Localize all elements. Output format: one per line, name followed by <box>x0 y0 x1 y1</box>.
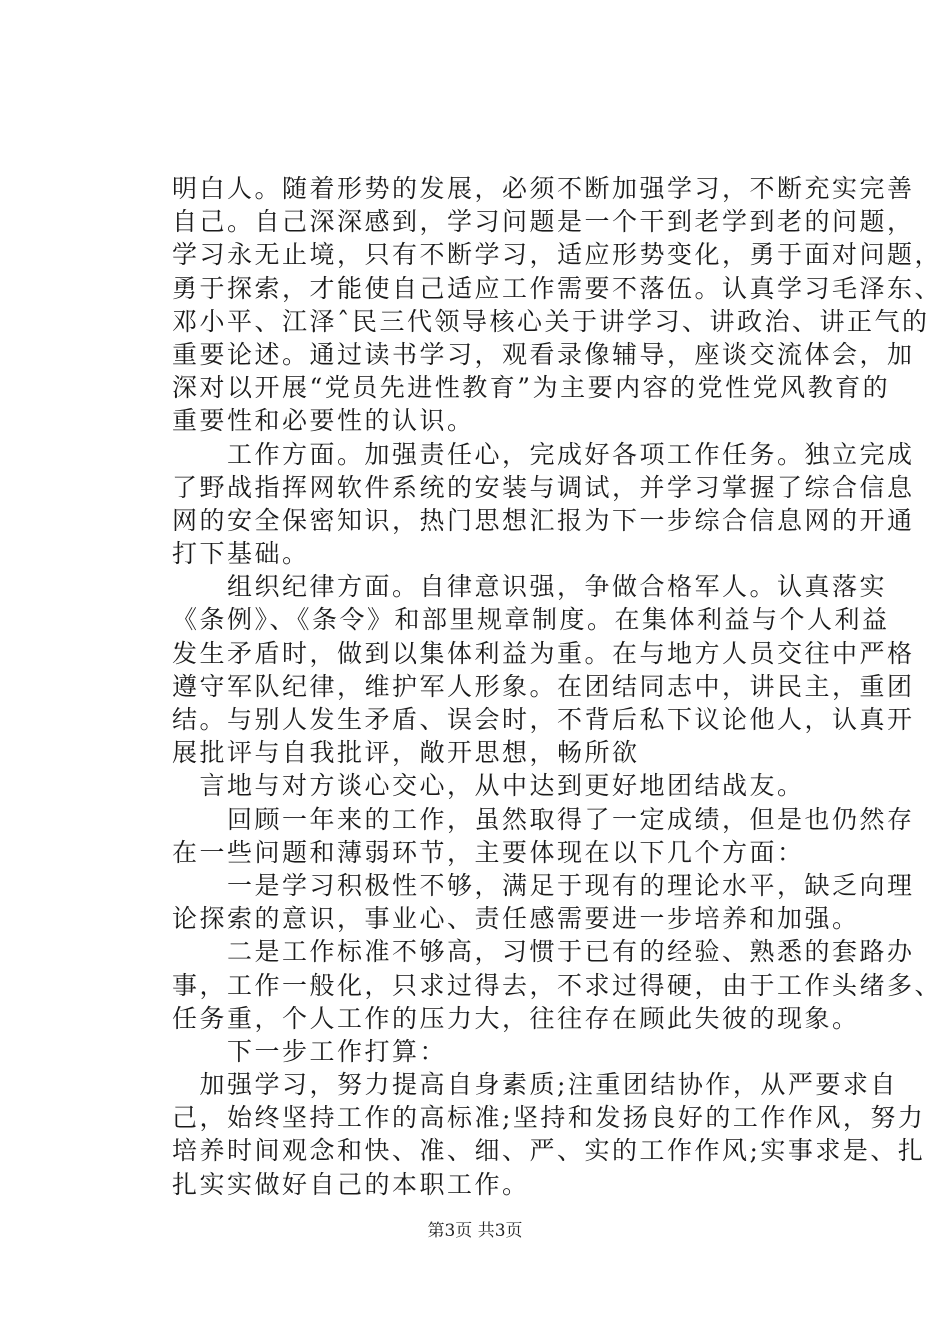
text-line: 遵守军队纪律，维护军人形象。在团结同志中，讲民主，重团 <box>172 671 915 701</box>
text-line: 深对以开展“党员先进性教育”为主要内容的党性党风教育的 <box>172 373 891 403</box>
text-line: 邓小平、江泽ˆ民三代领导核心关于讲学习、讲政治、讲正气的 <box>172 306 930 336</box>
text-line: 工作方面。加强责任心，完成好各项工作任务。独立完成 <box>172 439 915 469</box>
text-line: 培养时间观念和快、准、细、严、实的工作作风;实事求是、扎 <box>172 1136 926 1166</box>
text-line: 任务重，个人工作的压力大，往往存在顾此失彼的现象。 <box>172 1003 860 1033</box>
text-line: 勇于探索，才能使自己适应工作需要不落伍。认真学习毛泽东、 <box>172 273 943 303</box>
text-line: 网的安全保密知识，热门思想汇报为下一步综合信息网的开通 <box>172 505 915 535</box>
text-line: 打下基础。 <box>172 539 310 569</box>
text-line: 重要论述。通过读书学习，观看录像辅导，座谈交流体会，加 <box>172 339 915 369</box>
text-line: 在一些问题和薄弱环节，主要体现在以下几个方面： <box>172 837 805 867</box>
page-footer: 第3页 共3页 <box>427 1221 523 1241</box>
text-line: 己，始终坚持工作的高标准;坚持和发扬良好的工作作风，努力 <box>172 1103 926 1133</box>
text-line: 《条例》、《条令》和部里规章制度。在集体利益与个人利益 <box>172 605 890 635</box>
text-line: 回顾一年来的工作，虽然取得了一定成绩，但是也仍然存 <box>172 804 915 834</box>
text-line: 事，工作一般化，只求过得去，不求过得硬，由于工作头绪多、 <box>172 970 943 1000</box>
text-line: 了野战指挥网软件系统的安装与调试，并学习掌握了综合信息 <box>172 472 915 502</box>
text-line: 下一步工作打算： <box>172 1036 448 1066</box>
text-line: 组织纪律方面。自律意识强，争做合格军人。认真落实 <box>172 572 888 602</box>
text-line: 自己。自己深深感到，学习问题是一个干到老学到老的问题， <box>172 207 915 237</box>
text-line: 重要性和必要性的认识。 <box>172 406 475 436</box>
text-line: 二是工作标准不够高，习惯于已有的经验、熟悉的套路办 <box>172 937 915 967</box>
text-line: 一是学习积极性不够，满足于现有的理论水平，缺乏向理 <box>172 870 915 900</box>
document-body <box>172 172 943 1201</box>
text-line: 加强学习，努力提高自身素质;注重团结协作，从严要求自 <box>172 1070 898 1100</box>
text-line: 学习永无止境，只有不断学习，适应形势变化，勇于面对问题， <box>172 240 943 270</box>
text-line: 扎实实做好自己的本职工作。 <box>172 1169 530 1199</box>
text-line: 展批评与自我批评，敞开思想，畅所欲 <box>172 738 640 768</box>
text-line: 结。与别人发生矛盾、误会时，不背后私下议论他人，认真开 <box>172 705 915 734</box>
text-line: 言地与对方谈心交心，从中达到更好地团结战友。 <box>172 771 805 801</box>
text-line: 发生矛盾时，做到以集体利益为重。在与地方人员交往中严格 <box>172 638 915 668</box>
text-line: 论探索的意识，事业心、责任感需要进一步培养和加强。 <box>172 904 860 934</box>
text-line: 明白人。随着形势的发展，必须不断加强学习，不断充实完善 <box>172 174 915 203</box>
